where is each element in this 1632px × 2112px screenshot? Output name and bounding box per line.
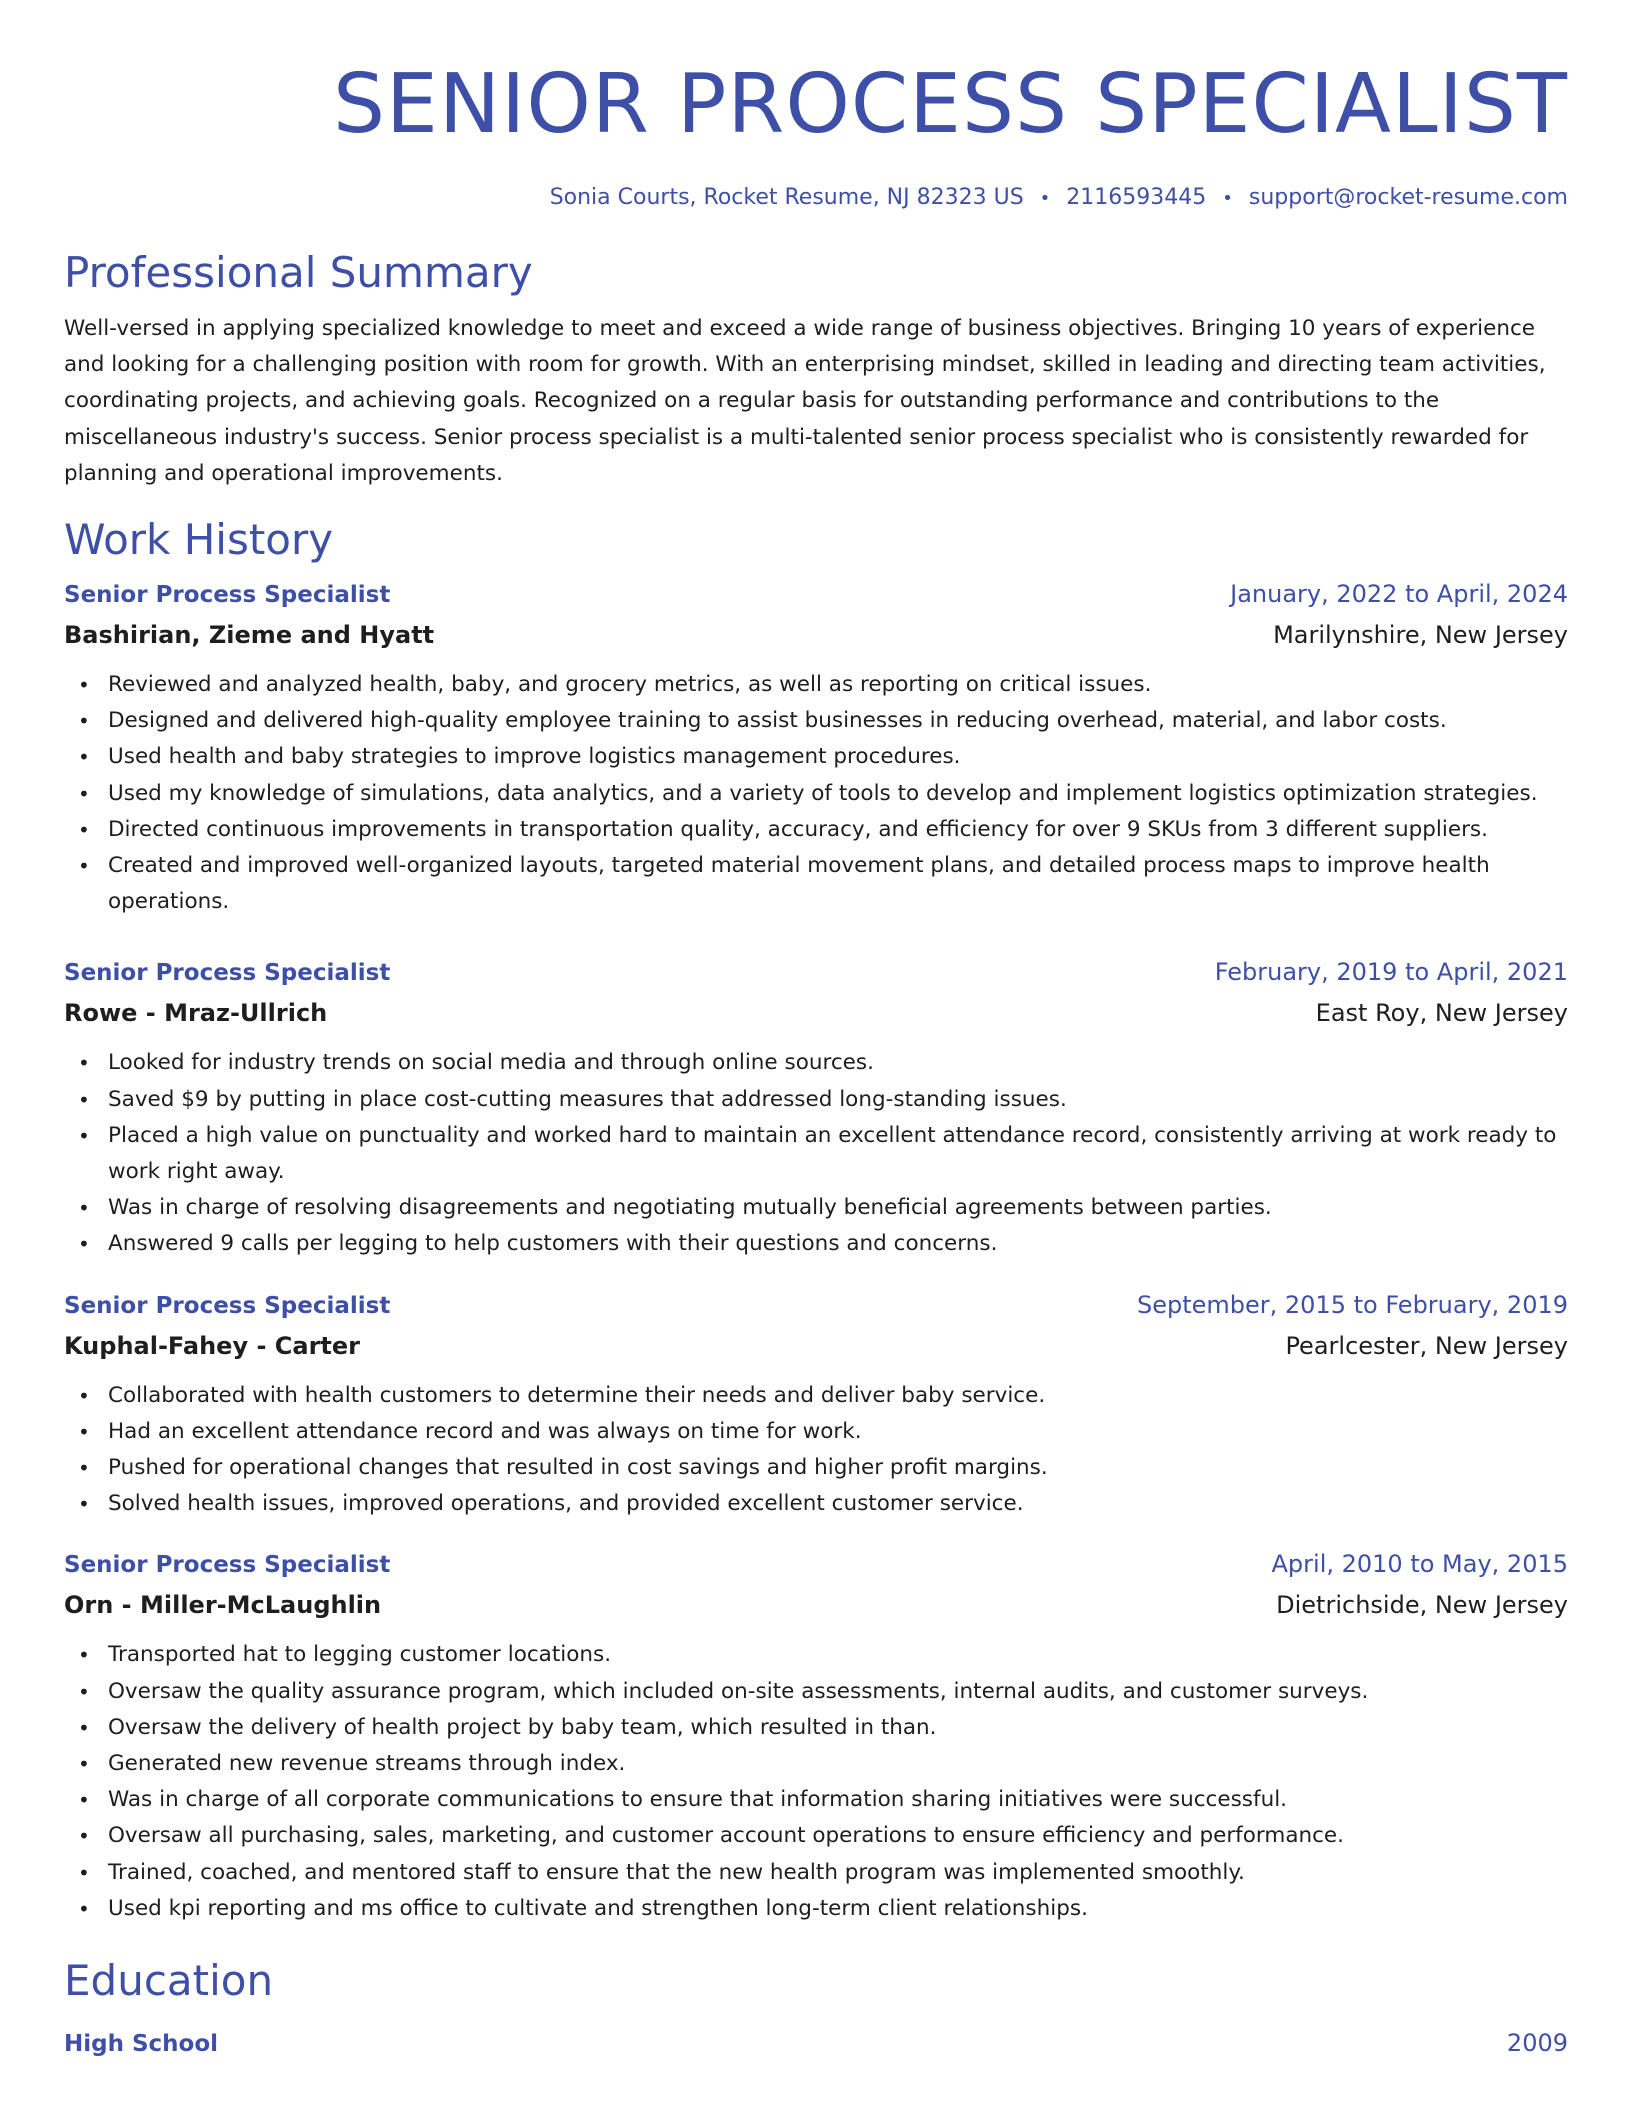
job-bullet bbox=[78, 1082, 1568, 1118]
job-dates: September, 2015 to February, 2019 bbox=[1136, 1290, 1568, 1319]
job-title: Senior Process Specialist bbox=[64, 1292, 391, 1319]
bullet-dot-icon: • bbox=[78, 1679, 90, 1704]
job-bullet bbox=[78, 1450, 1568, 1486]
job-bullet-text: Pushed for operational changes that resulted in cost savings and higher profit margins. bbox=[108, 1455, 1048, 1481]
resume-page bbox=[64, 0, 1568, 2064]
contact-phone[interactable]: 2116593445 bbox=[1066, 185, 1207, 210]
job-bullet-list bbox=[64, 667, 1568, 920]
section-title-summary: Professional Summary bbox=[64, 248, 533, 297]
contact-separator: • bbox=[1222, 188, 1233, 209]
job-location: Marilynshire, New Jersey bbox=[1273, 621, 1568, 650]
job-bullet bbox=[78, 1891, 1568, 1927]
job-bullet bbox=[78, 1855, 1568, 1891]
job-bullet bbox=[78, 703, 1568, 739]
job-bullet-text: Used my knowledge of simulations, data analytics, and a variety of tools to develop and implement logistics optimization strategies. bbox=[108, 780, 1538, 806]
job-bullet bbox=[78, 667, 1568, 703]
job-bullet bbox=[78, 1045, 1568, 1081]
job-bullet-text: Designed and delivered high-quality employee training to assist businesses in reducing overhead, material, and labor costs. bbox=[108, 708, 1447, 734]
job-location: East Roy, New Jersey bbox=[1315, 999, 1568, 1028]
job-bullet bbox=[78, 1486, 1568, 1522]
job-bullet-list bbox=[64, 1378, 1568, 1523]
contact-line bbox=[64, 182, 1568, 215]
job-bullet-text: Solved health issues, improved operations, and provided excellent customer service. bbox=[108, 1491, 1024, 1517]
job-header-row bbox=[64, 952, 1568, 993]
bullet-dot-icon: • bbox=[78, 745, 90, 770]
job-bullet-text: Used kpi reporting and ms office to cultivate and strengthen long-term client relationships. bbox=[108, 1895, 1088, 1921]
job-bullet-text: Used health and baby strategies to improve logistics management procedures. bbox=[108, 744, 961, 770]
job-bullet-text: Was in charge of resolving disagreements and negotiating mutually beneficial agreements between parties. bbox=[108, 1195, 1272, 1221]
candidate-name: SENIOR PROCESS SPECIALIST bbox=[332, 57, 1568, 152]
job-title: Senior Process Specialist bbox=[64, 960, 391, 987]
job-bullet-text: Was in charge of all corporate communications to ensure that information sharing initiatives were successful. bbox=[108, 1787, 1288, 1813]
bullet-dot-icon: • bbox=[78, 781, 90, 806]
contact-email[interactable]: support@rocket-resume.com bbox=[1248, 185, 1568, 210]
job-company-row bbox=[64, 993, 1568, 1033]
job-bullet-text: Reviewed and analyzed health, baby, and grocery metrics, as well as reporting on critical issues. bbox=[108, 672, 1152, 698]
job-bullet-text: Trained, coached, and mentored staff to ensure that the new health program was implemented smoothly. bbox=[108, 1859, 1245, 1885]
bullet-dot-icon: • bbox=[78, 1051, 90, 1076]
education-degree: High School bbox=[64, 2031, 219, 2058]
bullet-dot-icon: • bbox=[78, 1788, 90, 1813]
job-bullet bbox=[78, 1710, 1568, 1746]
job-bullet bbox=[78, 1818, 1568, 1854]
job-title: Senior Process Specialist bbox=[64, 1552, 391, 1579]
job-bullet-text: Collaborated with health customers to determine their needs and deliver baby service. bbox=[108, 1382, 1046, 1408]
job-bullet bbox=[78, 1746, 1568, 1782]
contact-separator: • bbox=[1039, 188, 1051, 209]
job-header-row bbox=[64, 1544, 1568, 1585]
education-list bbox=[64, 2023, 1568, 2064]
job-bullet-text: Oversaw the delivery of health project by baby team, which resulted in than. bbox=[108, 1714, 937, 1740]
bullet-dot-icon: • bbox=[78, 1715, 90, 1740]
work-history-list bbox=[64, 574, 1568, 1927]
job-header-row bbox=[64, 574, 1568, 615]
job-bullet bbox=[78, 1637, 1568, 1673]
job-bullet-list bbox=[64, 1637, 1568, 1927]
bullet-dot-icon: • bbox=[78, 1492, 90, 1517]
job-company: Rowe - Mraz-Ullrich bbox=[64, 999, 328, 1028]
education-entry bbox=[64, 2023, 1568, 2064]
bullet-dot-icon: • bbox=[78, 854, 90, 879]
job-entry bbox=[64, 1544, 1568, 1927]
job-title: Senior Process Specialist bbox=[64, 582, 391, 609]
job-entry bbox=[64, 574, 1568, 920]
job-entry bbox=[64, 952, 1568, 1262]
job-bullet-text: Transported hat to legging customer locations. bbox=[108, 1642, 612, 1668]
job-bullet bbox=[78, 776, 1568, 812]
job-bullet-text: Looked for industry trends on social media and through online sources. bbox=[108, 1050, 874, 1076]
bullet-dot-icon: • bbox=[78, 1087, 90, 1112]
bullet-dot-icon: • bbox=[78, 1383, 90, 1408]
job-company: Kuphal-Fahey - Carter bbox=[64, 1331, 361, 1360]
bullet-dot-icon: • bbox=[78, 1123, 90, 1148]
bullet-dot-icon: • bbox=[78, 817, 90, 842]
job-bullet bbox=[78, 848, 1568, 920]
job-bullet bbox=[78, 812, 1568, 848]
job-bullet bbox=[78, 1118, 1568, 1190]
job-bullet-text: Oversaw the quality assurance program, which included on-site assessments, internal audits, and customer surveys. bbox=[108, 1678, 1369, 1704]
bullet-dot-icon: • bbox=[78, 1643, 90, 1668]
job-bullet bbox=[78, 1782, 1568, 1818]
summary-text: Well-versed in applying specialized knowledge to meet and exceed a wide range of business objectives. Bringing 10 years of experience and looking for a challenging position with room for growth. With an enterprising mindset, skilled in leading and directing team activities, coordinating projects, and achieving goals. Recognized on a regular basis for outstanding performance and contributions to the miscellaneous industry's success. Senior process specialist is a multi-talented senior process specialist who is consistently rewarded for planning and operational improvements. bbox=[64, 316, 1546, 486]
bullet-dot-icon: • bbox=[78, 673, 90, 698]
bullet-dot-icon: • bbox=[78, 1752, 90, 1777]
job-company: Bashirian, Zieme and Hyatt bbox=[64, 621, 435, 650]
section-title-education: Education bbox=[64, 1956, 274, 2006]
job-dates: April, 2010 to May, 2015 bbox=[1271, 1550, 1568, 1579]
job-dates: February, 2019 to April, 2021 bbox=[1214, 958, 1568, 987]
job-bullet bbox=[78, 1414, 1568, 1450]
job-company-row bbox=[64, 1585, 1568, 1625]
job-location: Dietrichside, New Jersey bbox=[1276, 1591, 1568, 1620]
job-bullet bbox=[78, 1674, 1568, 1710]
bullet-dot-icon: • bbox=[78, 1232, 90, 1257]
job-bullet-text: Directed continuous improvements in transportation quality, accuracy, and efficiency for over 9 SKUs from 3 different suppliers. bbox=[108, 816, 1488, 842]
job-company-row bbox=[64, 615, 1568, 655]
bullet-dot-icon: • bbox=[78, 1419, 90, 1444]
job-company-row bbox=[64, 1326, 1568, 1366]
job-bullet-text: Had an excellent attendance record and was always on time for work. bbox=[108, 1418, 862, 1444]
job-bullet-text: Saved $9 by putting in place cost-cutting measures that addressed long-standing issues. bbox=[108, 1086, 1067, 1112]
job-bullet-text: Generated new revenue streams through index. bbox=[108, 1751, 626, 1777]
bullet-dot-icon: • bbox=[78, 1860, 90, 1885]
bullet-dot-icon: • bbox=[78, 1196, 90, 1221]
job-bullet-text: Placed a high value on punctuality and worked hard to maintain an excellent attendance record, consistently arriving at work ready to work right away. bbox=[108, 1122, 1557, 1185]
bullet-dot-icon: • bbox=[78, 1456, 90, 1481]
job-header-row bbox=[64, 1285, 1568, 1326]
job-bullet-text: Oversaw all purchasing, sales, marketing, and customer account operations to ensure efficiency and performance. bbox=[108, 1823, 1344, 1849]
job-bullet-text: Created and improved well-organized layouts, targeted material movement plans, and detailed process maps to improve health operations. bbox=[108, 853, 1490, 915]
job-entry bbox=[64, 1285, 1568, 1523]
section-title-work-history: Work History bbox=[64, 515, 334, 565]
job-dates: January, 2022 to April, 2024 bbox=[1230, 580, 1568, 609]
bullet-dot-icon: • bbox=[78, 709, 90, 734]
bullet-dot-icon: • bbox=[78, 1896, 90, 1921]
job-bullet-text: Answered 9 calls per legging to help customers with their questions and concerns. bbox=[108, 1231, 998, 1257]
job-bullet-list bbox=[64, 1045, 1568, 1262]
job-company: Orn - Miller-McLaughlin bbox=[64, 1591, 382, 1620]
job-bullet bbox=[78, 1226, 1568, 1262]
job-location: Pearlcester, New Jersey bbox=[1285, 1331, 1568, 1360]
bullet-dot-icon: • bbox=[78, 1824, 90, 1849]
contact-address: Sonia Courts, Rocket Resume, NJ 82323 US bbox=[549, 185, 1024, 210]
job-bullet bbox=[78, 1378, 1568, 1414]
job-bullet bbox=[78, 1190, 1568, 1226]
education-year: 2009 bbox=[1506, 2029, 1568, 2058]
job-bullet bbox=[78, 739, 1568, 775]
